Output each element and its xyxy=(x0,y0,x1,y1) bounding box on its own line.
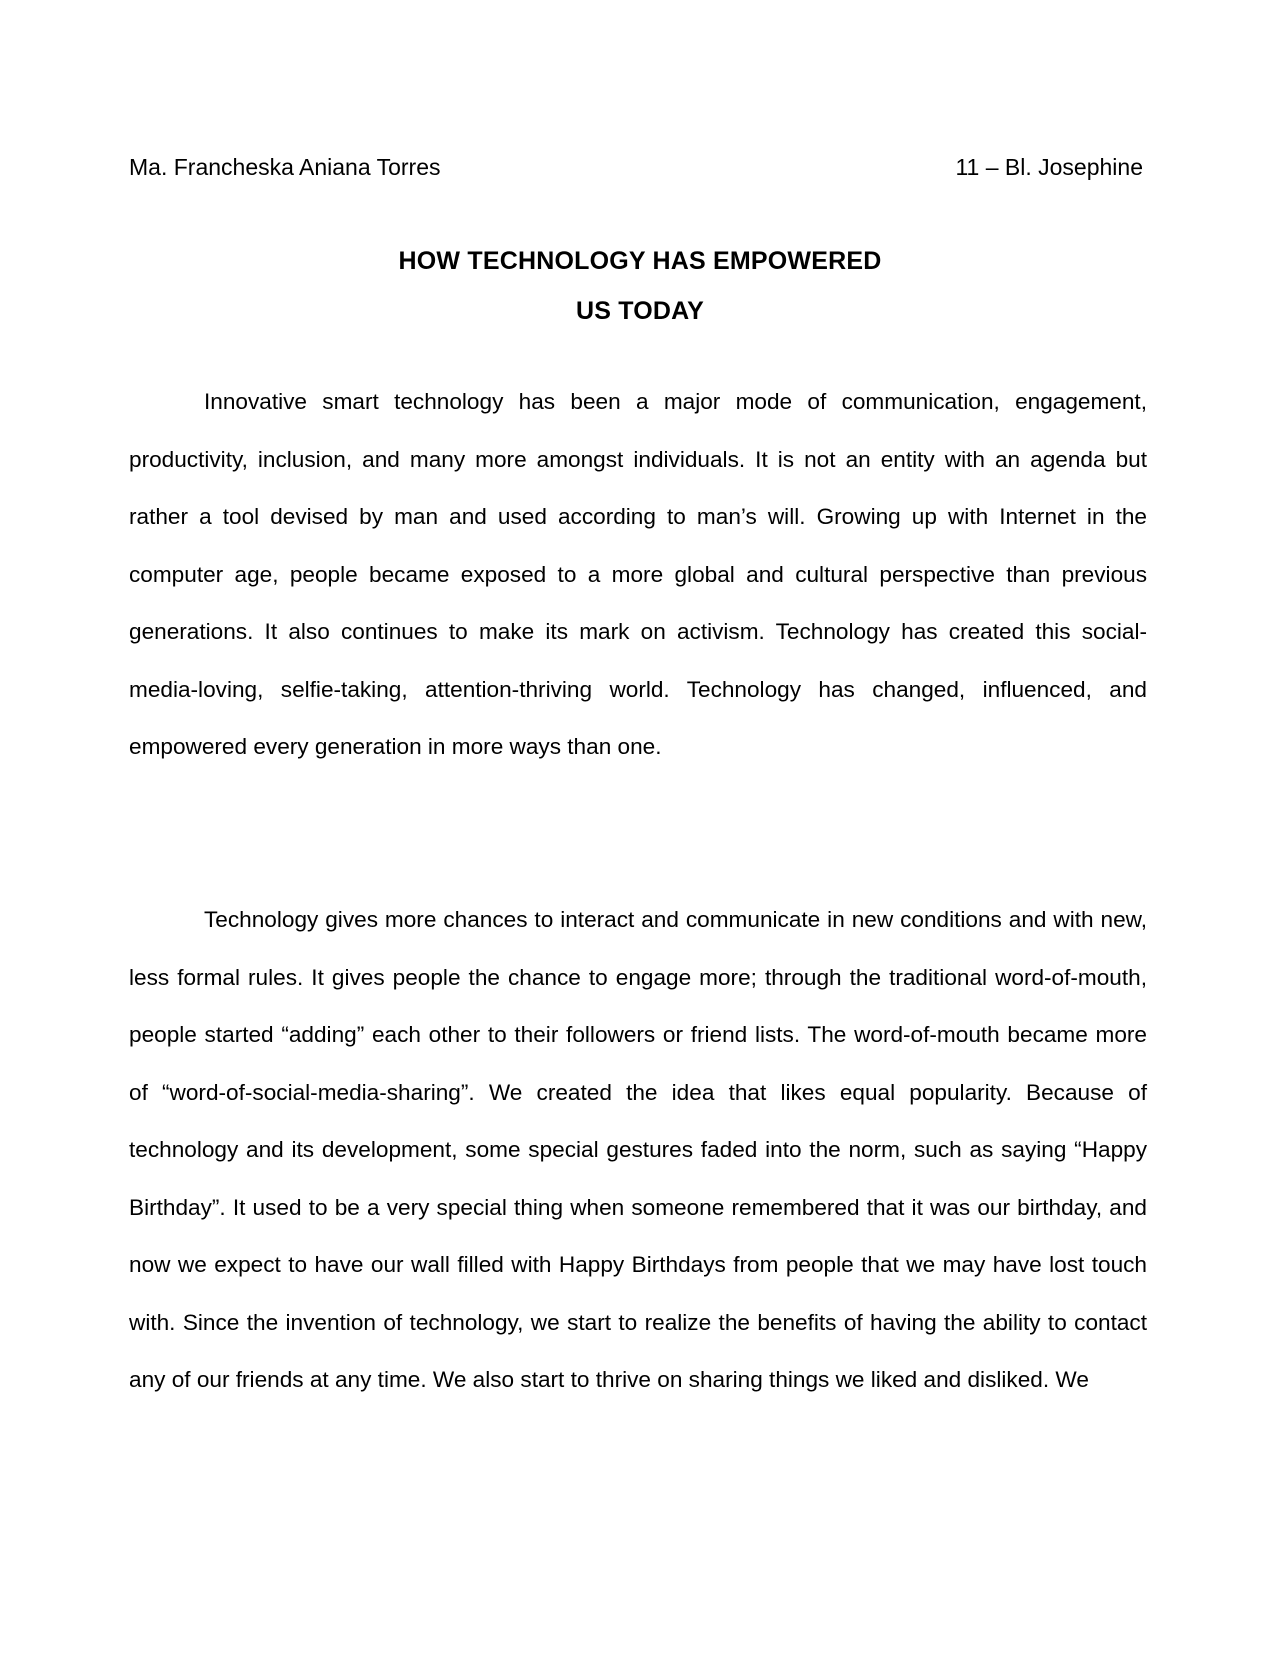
essay-title xyxy=(0,236,1280,336)
title-line-2: US TODAY xyxy=(575,297,705,325)
author-name: Ma. Francheska Aniana Torres xyxy=(129,154,441,180)
paragraph-2: Technology gives more chances to interact and communicate in new conditions and with new, less formal rules. It gives people the chance to engage more; through the traditional word-of-mouth, people started “adding” each other to their followers or friend lists. The word-of-mouth became more of “word-of-social-media-sharing”. We created the idea that likes equal popularity. Because of technology and its development, some special gestures faded into the norm, such as saying “Happy Birthday”. It used to be a very special thing when someone remembered that it was our birthday, and now we expect to have our wall filled with Happy Birthdays from people that we may have lost touch with. Since the invention of technology, we start to realize the benefits of having the ability to contact any of our friends at any time. We also start to thrive on sharing things we liked and disliked. We xyxy=(129,907,1147,1392)
class-section: 11 – Bl. Josephine xyxy=(955,154,1143,180)
paragraph-1: Innovative smart technology has been a major mode of communication, engagement, productivity, inclusion, and many more amongst individuals. It is not an entity with an agenda but rather a tool devised by man and used according to man’s will. Growing up with Internet in the computer age, people became exposed to a more global and cultural perspective than previous generations. It also continues to make its mark on activism. Technology has created this social-media-loving, selfie-taking, attention-thriving world. Technology has changed, influenced, and empowered every generation in more ways than one. xyxy=(129,389,1147,759)
title-line-1: HOW TECHNOLOGY HAS EMPOWERED xyxy=(398,247,882,275)
document-header xyxy=(129,145,1143,189)
